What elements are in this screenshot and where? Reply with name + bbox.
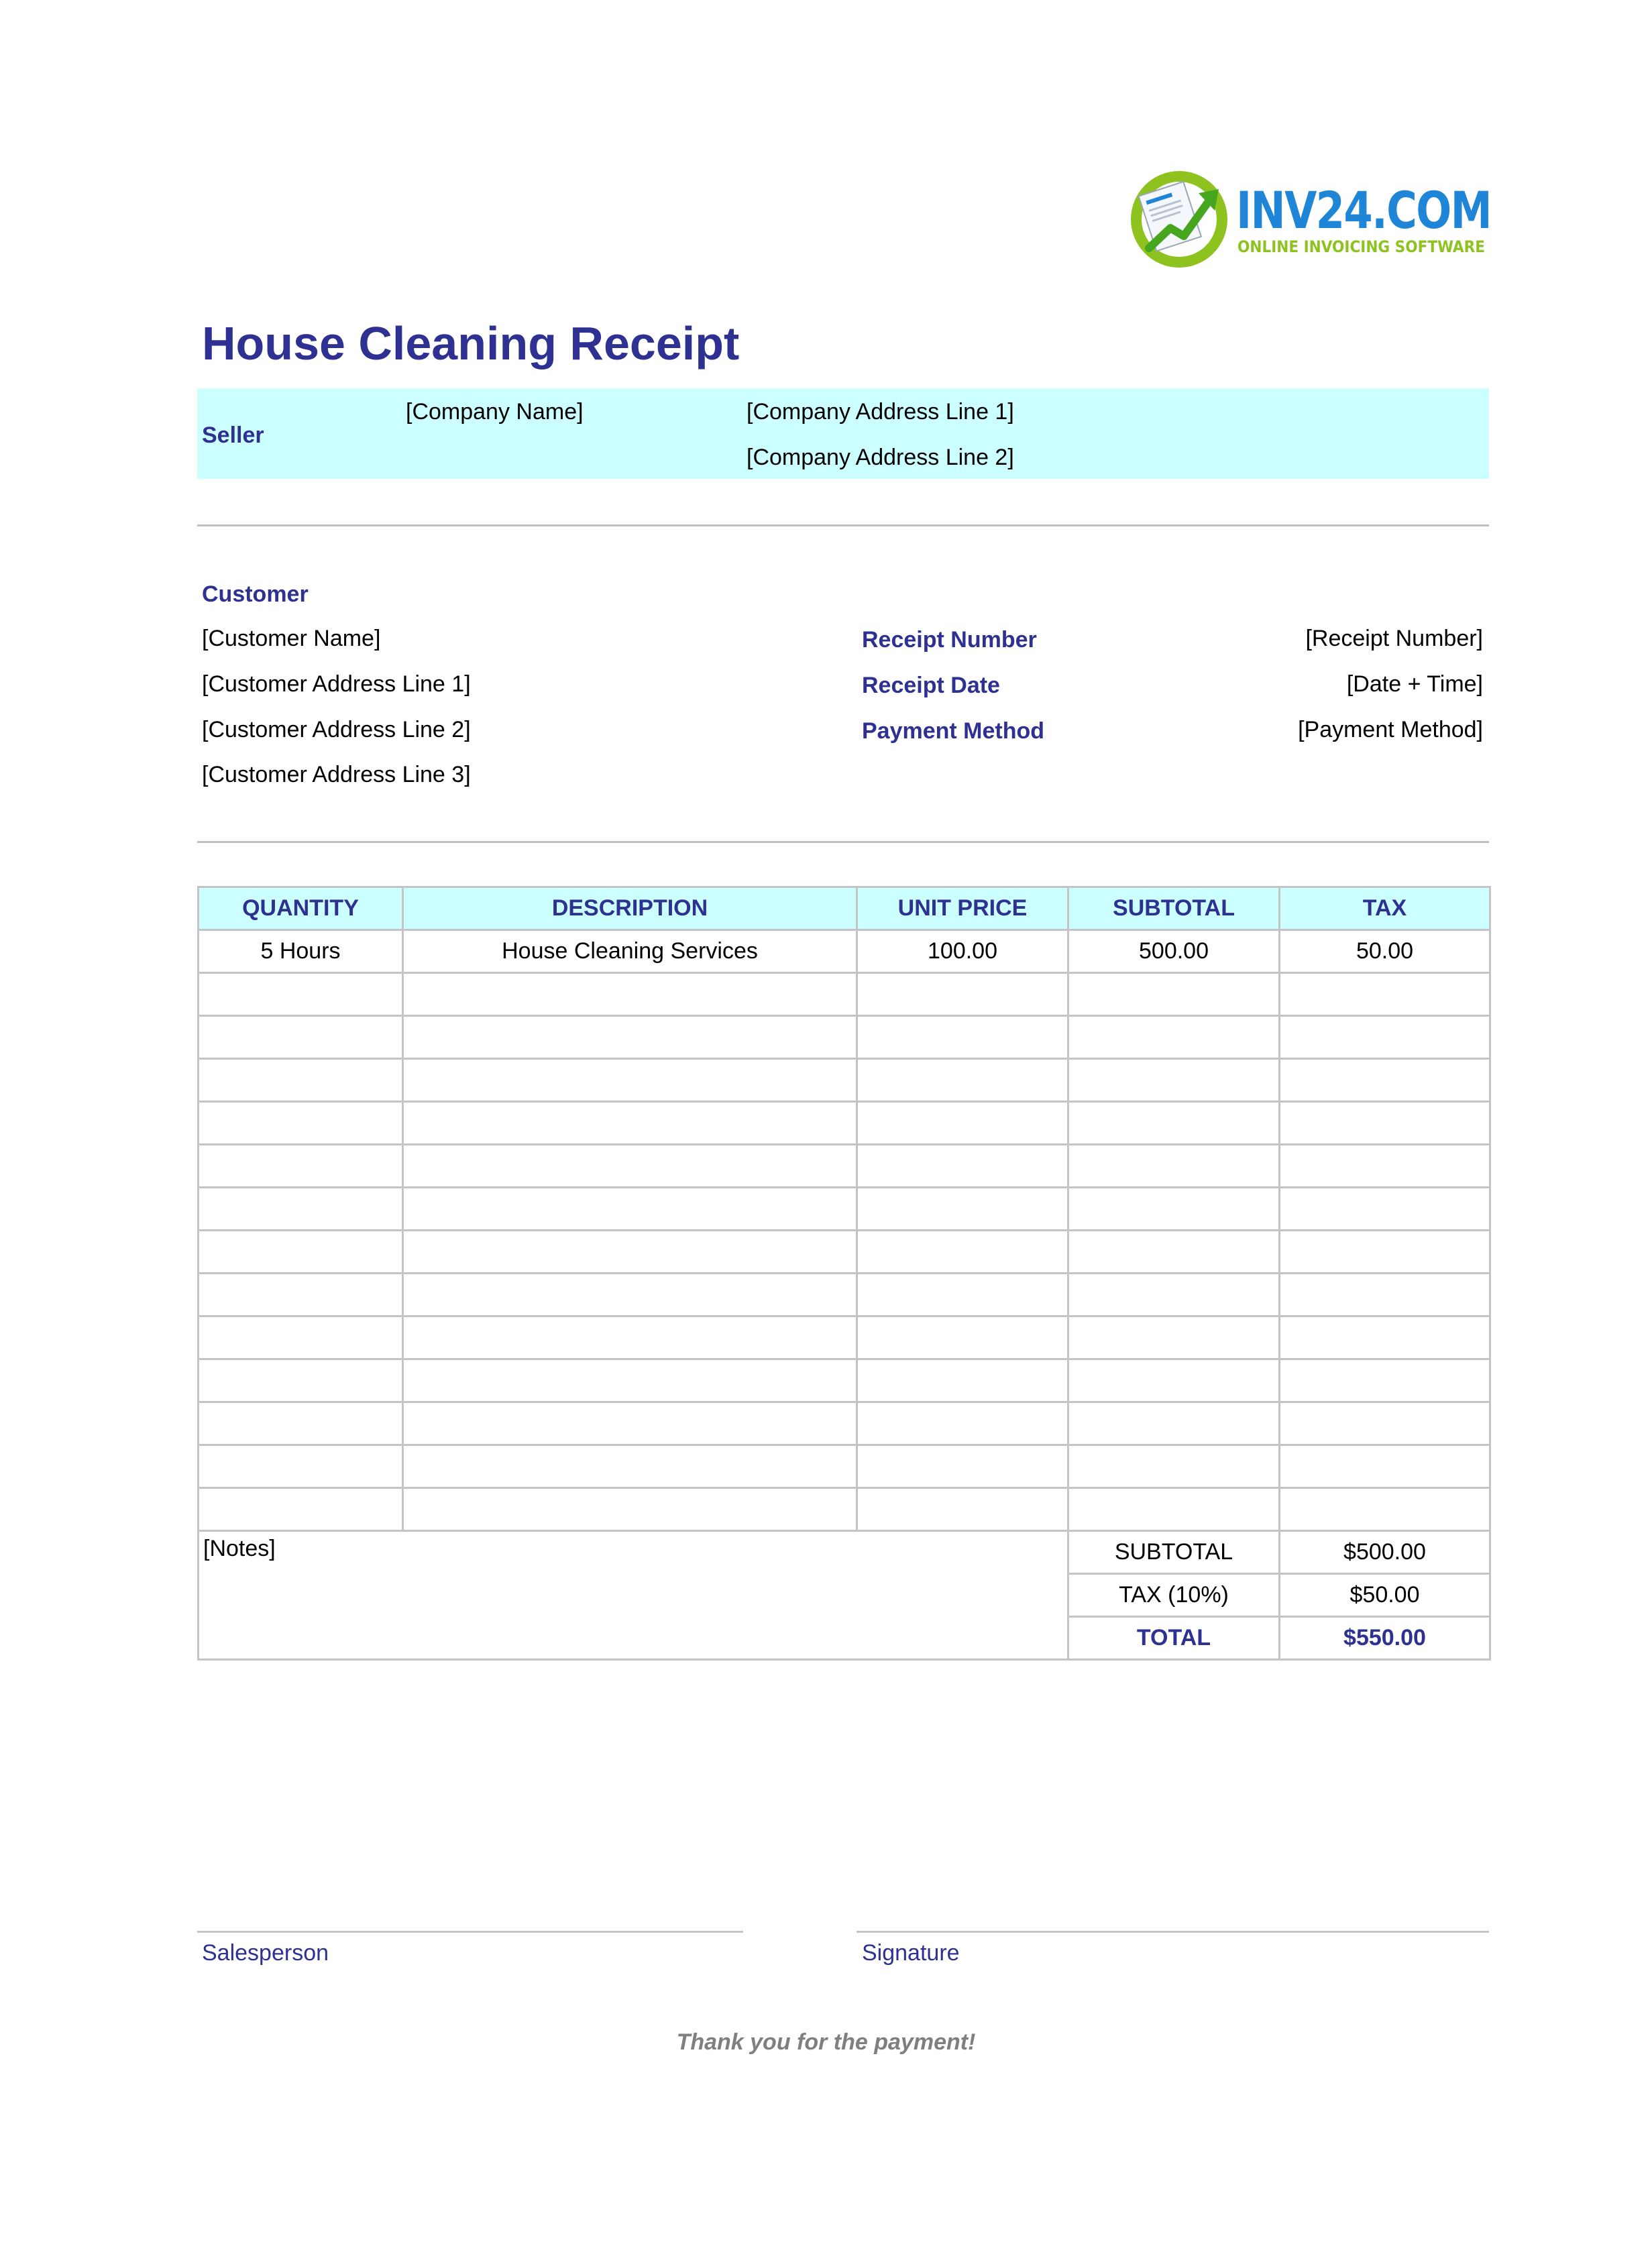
- cell-description: [403, 1059, 857, 1102]
- customer-address-line-3: [Customer Address Line 3]: [202, 762, 471, 787]
- receipt-date-label: Receipt Date: [862, 673, 1000, 698]
- cell-tax: 50.00: [1280, 930, 1490, 973]
- customer-address-line-2: [Customer Address Line 2]: [202, 717, 471, 742]
- customer-address-line-1: [Customer Address Line 1]: [202, 671, 471, 697]
- company-logo: [1129, 169, 1491, 270]
- cell-description: [403, 1102, 857, 1145]
- cell-subtotal: [1068, 1445, 1280, 1488]
- tax-value: $50.00: [1280, 1574, 1490, 1617]
- table-row: [199, 1016, 1490, 1059]
- cell-quantity: [199, 1059, 403, 1102]
- cell-quantity: [199, 1316, 403, 1359]
- cell-unit-price: [857, 973, 1068, 1016]
- header-tax: TAX: [1280, 887, 1490, 930]
- cell-tax: [1280, 1274, 1490, 1316]
- cell-quantity: [199, 1102, 403, 1145]
- cell-quantity: [199, 1359, 403, 1402]
- cell-subtotal: [1068, 1059, 1280, 1102]
- cell-description: [403, 1488, 857, 1531]
- cell-description: [403, 1359, 857, 1402]
- subtotal-label: SUBTOTAL: [1068, 1531, 1280, 1574]
- cell-tax: [1280, 1188, 1490, 1231]
- company-address-line-1: [Company Address Line 1]: [747, 399, 1014, 425]
- cell-subtotal: [1068, 973, 1280, 1016]
- table-row: [199, 1316, 1490, 1359]
- receipt-date-value: [Date + Time]: [1346, 671, 1483, 697]
- cell-subtotal: [1068, 1231, 1280, 1274]
- table-row: [199, 1188, 1490, 1231]
- table-row: [199, 1231, 1490, 1274]
- logo-brand-text: INV24.COM: [1236, 180, 1491, 240]
- company-address-line-2: [Company Address Line 2]: [747, 445, 1014, 470]
- cell-unit-price: [857, 1274, 1068, 1316]
- cell-unit-price: [857, 1488, 1068, 1531]
- table-row: [199, 1274, 1490, 1316]
- table-row: [199, 1102, 1490, 1145]
- cell-description: [403, 1445, 857, 1488]
- header-quantity: QUANTITY: [199, 887, 403, 930]
- table-row: [199, 1359, 1490, 1402]
- cell-unit-price: [857, 1145, 1068, 1188]
- divider: [197, 524, 1489, 526]
- cell-tax: [1280, 1359, 1490, 1402]
- table-header-row: [199, 887, 1490, 930]
- thank-you-note: Thank you for the payment!: [676, 2029, 976, 2055]
- cell-description: [403, 1402, 857, 1445]
- cell-tax: [1280, 1102, 1490, 1145]
- cell-description: [403, 1016, 857, 1059]
- cell-description: [403, 1145, 857, 1188]
- cell-tax: [1280, 973, 1490, 1016]
- cell-unit-price: [857, 1188, 1068, 1231]
- cell-quantity: [199, 1188, 403, 1231]
- customer-label: Customer: [202, 581, 309, 607]
- cell-subtotal: [1068, 1016, 1280, 1059]
- table-row: [199, 1402, 1490, 1445]
- cell-quantity: [199, 973, 403, 1016]
- table-row: [199, 1145, 1490, 1188]
- cell-unit-price: [857, 1359, 1068, 1402]
- cell-subtotal: [1068, 1274, 1280, 1316]
- cell-unit-price: [857, 1231, 1068, 1274]
- header-description: DESCRIPTION: [403, 887, 857, 930]
- cell-unit-price: [857, 1102, 1068, 1145]
- divider: [197, 841, 1489, 843]
- cell-tax: [1280, 1016, 1490, 1059]
- cell-quantity: [199, 1145, 403, 1188]
- customer-name: [Customer Name]: [202, 626, 381, 651]
- cell-description: [403, 1316, 857, 1359]
- cell-description: House Cleaning Services: [403, 930, 857, 973]
- cell-subtotal: [1068, 1145, 1280, 1188]
- cell-description: [403, 973, 857, 1016]
- invoice-chart-logo-icon: [1129, 169, 1229, 270]
- header-subtotal: SUBTOTAL: [1068, 887, 1280, 930]
- cell-subtotal: [1068, 1102, 1280, 1145]
- seller-label: Seller: [202, 423, 264, 448]
- cell-tax: [1280, 1145, 1490, 1188]
- header-unit-price: UNIT PRICE: [857, 887, 1068, 930]
- payment-method-label: Payment Method: [862, 718, 1045, 744]
- cell-description: [403, 1188, 857, 1231]
- cell-quantity: [199, 1488, 403, 1531]
- cell-tax: [1280, 1059, 1490, 1102]
- cell-unit-price: 100.00: [857, 930, 1068, 973]
- notes-cell: [Notes]: [199, 1531, 1068, 1660]
- cell-unit-price: [857, 1016, 1068, 1059]
- company-name: [Company Name]: [406, 399, 584, 425]
- cell-quantity: [199, 1402, 403, 1445]
- cell-quantity: [199, 1445, 403, 1488]
- signature-line: [857, 1931, 1489, 1933]
- cell-subtotal: [1068, 1188, 1280, 1231]
- page-title: House Cleaning Receipt: [202, 317, 740, 370]
- cell-description: [403, 1231, 857, 1274]
- cell-quantity: [199, 1016, 403, 1059]
- cell-tax: [1280, 1231, 1490, 1274]
- table-row: [199, 930, 1490, 973]
- cell-unit-price: [857, 1402, 1068, 1445]
- cell-tax: [1280, 1488, 1490, 1531]
- subtotal-value: $500.00: [1280, 1531, 1490, 1574]
- logo-tagline: ONLINE INVOICING SOFTWARE: [1237, 237, 1486, 256]
- table-row: [199, 973, 1490, 1016]
- cell-subtotal: [1068, 1316, 1280, 1359]
- cell-subtotal: [1068, 1359, 1280, 1402]
- cell-subtotal: [1068, 1488, 1280, 1531]
- items-table: [197, 886, 1491, 1661]
- table-row: [199, 1445, 1490, 1488]
- table-row: [199, 1488, 1490, 1531]
- cell-subtotal: 500.00: [1068, 930, 1280, 973]
- cell-quantity: [199, 1231, 403, 1274]
- total-value: $550.00: [1280, 1617, 1490, 1660]
- cell-quantity: 5 Hours: [199, 930, 403, 973]
- cell-tax: [1280, 1316, 1490, 1359]
- cell-tax: [1280, 1402, 1490, 1445]
- tax-label: TAX (10%): [1068, 1574, 1280, 1617]
- salesperson-line: [197, 1931, 743, 1933]
- cell-description: [403, 1274, 857, 1316]
- payment-method-value: [Payment Method]: [1298, 717, 1483, 742]
- total-label: TOTAL: [1068, 1617, 1280, 1660]
- cell-tax: [1280, 1445, 1490, 1488]
- cell-subtotal: [1068, 1402, 1280, 1445]
- receipt-number-label: Receipt Number: [862, 627, 1037, 653]
- totals-row: [199, 1531, 1490, 1574]
- signature-label: Signature: [862, 1940, 960, 1966]
- cell-quantity: [199, 1274, 403, 1316]
- salesperson-label: Salesperson: [202, 1940, 329, 1966]
- receipt-number-value: [Receipt Number]: [1305, 626, 1483, 651]
- table-row: [199, 1059, 1490, 1102]
- cell-unit-price: [857, 1445, 1068, 1488]
- cell-unit-price: [857, 1316, 1068, 1359]
- cell-unit-price: [857, 1059, 1068, 1102]
